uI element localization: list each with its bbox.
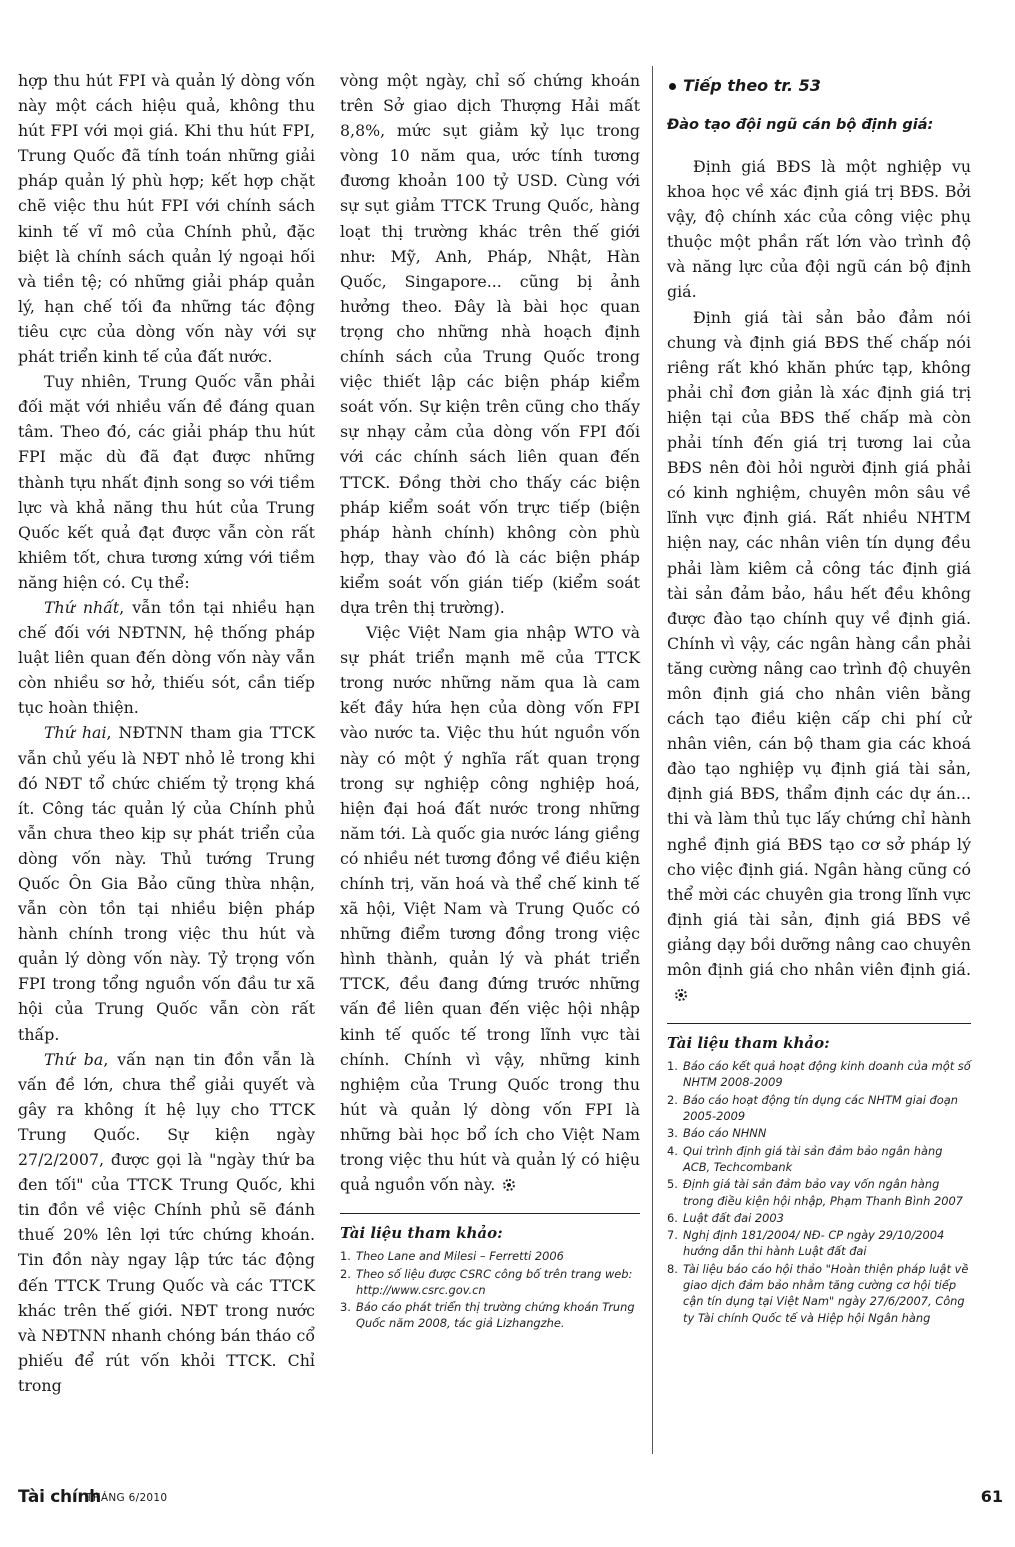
references-title: Tài liệu tham khảo: <box>340 1224 503 1243</box>
magazine-name: Tài chính <box>18 1487 101 1507</box>
reference-item: 3. Báo cáo phát triển thị trường chứng khoán Trung Quốc năm 2008, tác giả Lizhangzhe. <box>340 1300 635 1331</box>
paragraph <box>340 620 640 1197</box>
paragraph: Định giá BĐS là một nghiệp vụ khoa học về xác định giá trị BĐS. Bởi vậy, độ chính xác của công việc phụ thuộc một phần rất lớn vào trình độ và năng lực của đội ngũ cán bộ định giá. <box>667 157 971 302</box>
references-title: Tài liệu tham khảo: <box>667 1034 830 1053</box>
paragraph <box>667 305 971 1008</box>
bullet-icon <box>669 83 676 90</box>
column-2 <box>340 68 640 1333</box>
section-subheading: Đào tạo đội ngũ cán bộ định giá: <box>667 117 934 133</box>
references-divider <box>340 1213 640 1214</box>
column-divider <box>652 66 653 1454</box>
paragraph: vòng một ngày, chỉ số chứng khoán trên Sở giao dịch Thượng Hải mất 8,8%, mức sụt giảm kỷ lục trong vòng 10 năm qua, ước tính tương đương khoản 100 tỷ USD. Cùng với sự sụt giảm TTCK Trung Quốc, hàng loạt thị trường khác trên thế giới như: Mỹ, Anh, Pháp, Nhật, Hàn Quốc, Singapore... cũng bị ảnh hưởng theo. Đây là bài học quan trọng cho những nhà hoạch định chính sách của Trung Quốc trong việc thiết lập các biện pháp kiểm soát vốn. Sự kiện trên cũng cho thấy sự nhạy cảm của dòng vốn FPI đối với các chính sách liên quan đến TTCK. Đồng thời cho thấy các biện pháp kiểm soát vốn trực tiếp (biện pháp hành chính) không còn phù hợp, thay vào đó là các biện pháp kiểm soát vốn gián tiếp (kiểm soát dựa trên thị trường). <box>340 71 640 617</box>
reference-item: 6. Luật đất đai 2003 <box>667 1210 784 1225</box>
references-list <box>340 1248 640 1331</box>
paragraph-body: Việc Việt Nam gia nhập WTO và sự phát triển mạnh mẽ của TTCK trong nước những năm qua là cam kết đầy hứa hẹn của dòng vốn FPI vào nước ta. Việc thu hút nguồn vốn này có một ý nghĩa rất quan trọng trong sự nghiệp công nghiệp hoá, hiện đại hoá đất nước trong những năm tới. Là quốc gia nước láng giềng có nhiều nét tương đồng về điều kiện chính trị, văn hoá và thể chế kinh tế xã hội, Việt Nam và Trung Quốc có những điểm tương đồng trong việc hình thành, quản lý và phát triển TTCK, đều đang đứng trước những vấn đề liên quan đến việc hội nhập kinh tế quốc tế trong lĩnh vực tài chính. Chính vì vậy, những kinh nghiệm của Trung Quốc trong thu hút và quản lý dòng vốn FPI là những bài học bổ ích cho Việt Nam trong việc thu hút và quản lý có hiệu quả nguồn vốn này. <box>340 623 640 1195</box>
paragraph-body: Định giá tài sản bảo đảm nói chung và định giá BĐS thế chấp nói riêng rất khó khăn phức tạp, không phải chỉ đơn giản là xác định giá trị hiện tại của BĐS thế chấp mà còn phải tính đến giá trị tương lai của BĐS nên đòi hỏi người định giá phải có kinh nghiệm, chuyên môn sâu về lĩnh vực định giá. Rất nhiều NHTM hiện nay, các nhân viên tín dụng đều phải làm kiêm cả công tác định giá tài sản đảm bảo, hầu hết đều không được đào tạo chính quy về định giá. Chính vì vậy, các ngân hàng cần phải tăng cường nâng cao trình độ chuyên môn định giá cho nhân viên bằng cách tạo điều kiện cấp chi phí cử nhân viên, cán bộ tham gia các khoá đào tạo nghiệp vụ định giá tài sản, định giá BĐS, thẩm định các dự án... thi và làm thủ tục lấy chứng chỉ hành nghề định giá BĐS tạo cơ sở pháp lý cho việc định giá. Ngân hàng cũng có thể mời các chuyên gia trong lĩnh vực định giá tài sản, định giá BĐS về giảng dạy bồi dưỡng nâng cao chuyên môn định giá cho nhân viên định giá. <box>667 307 971 979</box>
paragraph <box>18 720 315 1046</box>
paragraph-body: , vẫn tồn tại nhiều hạn chế đối với NĐTNN, hệ thống pháp luật liên quan đến dòng vốn này vẫn còn nhiều sơ hở, thiếu sót, cần tiếp tục hoàn thiện. <box>18 597 315 718</box>
reference-item: 5. Định giá tài sản đảm bảo vay vốn ngân hàng trong điều kiện hội nhập, Phạm Thanh Bình 2007 <box>667 1177 963 1208</box>
paragraph-lead: Thứ nhất <box>44 597 120 617</box>
paragraph-body: , vấn nạn tin đồn vẫn là vấn đề lớn, chưa thể giải quyết và gây ra không ít hệ lụy cho TTCK Trung Quốc. Sự kiện ngày 27/2/2007, được gọi là "ngày thứ ba đen tối" của TTCK Trung Quốc, khi tin đồn về việc Chính phủ sẽ đánh thuế 20% lên lợi tức chứng khoán. Tin đồn này ngay lập tức tác động đến TTCK Trung Quốc và các TTCK khác trên thế giới. NĐT trong nước và NĐTNN nhanh chóng bán tháo cổ phiếu để rút vốn khỏi TTCK. Chỉ trong <box>18 1049 316 1395</box>
paragraph: hợp thu hút FPI và quản lý dòng vốn này một cách hiệu quả, không thu hút FPI với mọi giá. Khi thu hút FPI, Trung Quốc đã tính toán những giải pháp quản lý phù hợp; kết hợp chặt chẽ việc thu hút FPI với chính sách kinh tế vĩ mô của Chính phủ, đặc biệt là chính sách quản lý ngoại hối và tiền tệ; có những giải pháp quản lý, hạn chế tối đa những tác động tiêu cực của dòng vốn này với sự phát triển kinh tế của đất nước. <box>18 71 315 367</box>
end-of-article-icon <box>675 989 687 1001</box>
page-footer <box>18 1487 1003 1515</box>
end-of-article-icon <box>503 1179 515 1191</box>
page-number: 61 <box>980 1487 1003 1506</box>
reference-item: 2. Theo số liệu được CSRC công bố trên trang web: http://www.csrc.gov.cn <box>340 1266 633 1297</box>
paragraph <box>18 595 315 720</box>
reference-item: 8. Tài liệu báo cáo hội thảo "Hoàn thiện pháp luật về giao dịch đảm bảo nhằm tăng cường cơ hội tiếp cận tín dụng tại Việt Nam" ngày 27/6/2007, Công ty Tài chính Quốc tế và Hiệp hội Ngân hàng <box>667 1261 969 1325</box>
reference-item: 2. Báo cáo hoạt động tín dụng các NHTM giai đoạn 2005-2009 <box>667 1092 958 1124</box>
reference-item: 4. Qui trình định giá tài sản đảm bảo ngân hàng ACB, Techcombank <box>667 1143 943 1174</box>
issue-date: THÁNG 6/2010 <box>86 1492 168 1504</box>
paragraph-lead: Thứ ba <box>44 1049 104 1069</box>
column-1 <box>18 68 315 1398</box>
continued-from-label: Tiếp theo tr. 53 <box>667 72 971 100</box>
paragraph <box>18 1047 315 1398</box>
reference-item: 1. Theo Lane and Milesi – Ferretti 2006 <box>340 1249 564 1264</box>
reference-item: 7. Nghị định 181/2004/ NĐ- CP ngày 29/10/2004 hướng dẫn thi hành Luật đất đai <box>667 1228 945 1259</box>
references-divider <box>667 1023 971 1024</box>
paragraph-lead: Thứ hai <box>44 723 107 743</box>
paragraph-body: , NĐTNN tham gia TTCK vẫn chủ yếu là NĐT nhỏ lẻ trong khi đó NĐT tổ chức chiếm tỷ trọng khá ít. Công tác quản lý của Chính phủ vẫn chưa theo kịp sự phát triển của dòng vốn này. Thủ tướng Trung Quốc Ôn Gia Bảo cũng thừa nhận, vẫn còn tồn tại nhiều biện pháp hành chính trong việc thu hút và quản lý dòng vốn này. Tỷ trọng vốn FPI trong tổng nguồn vốn đầu tư xã hội của Trung Quốc vẫn còn rất thấp. <box>18 723 315 1044</box>
reference-item: 3. Báo cáo NHNN <box>667 1126 767 1141</box>
paragraph: Tuy nhiên, Trung Quốc vẫn phải đối mặt với nhiều vấn đề đáng quan tâm. Theo đó, các giải pháp thu hút FPI mặc dù đã đạt được những thành tựu nhất định song so với tiềm lực và khả năng thu hút của Trung Quốc kết quả đạt được vẫn còn rất khiêm tốt, chưa tương xứng với tiềm năng hiện có. Cụ thể: <box>18 372 315 592</box>
column-3 <box>667 68 971 1327</box>
references-list <box>667 1058 971 1326</box>
reference-item: 1. Báo cáo kết quả hoạt động kinh doanh của một số NHTM 2008-2009 <box>667 1059 971 1090</box>
